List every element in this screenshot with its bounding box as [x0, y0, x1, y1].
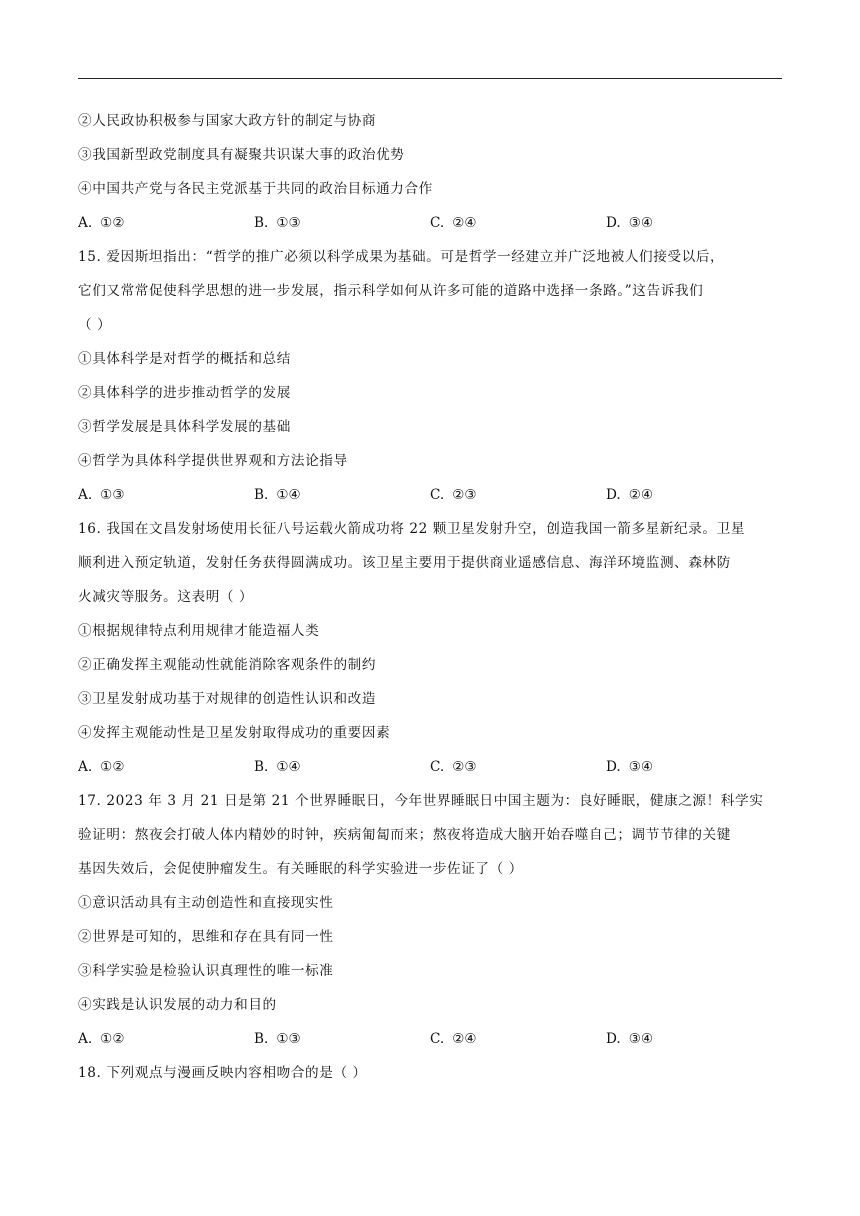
q15-item-4: ④哲学为具体科学提供世界观和方法论指导: [78, 453, 348, 469]
q17-item-1: ①意识活动具有主动创造性和直接现实性: [78, 895, 334, 911]
q17-option-a: A. ①②: [78, 1031, 125, 1047]
q16-stem-line-2: 顺利进入预定轨道，发射任务获得圆满成功。该卫星主要用于提供商业遥感信息、海洋环境监测、森林防: [78, 555, 731, 571]
q14-options: [78, 214, 782, 232]
q15-stem-line-2: 它们又常常促使科学思想的进一步发展，指示科学如何从许多可能的道路中选择一条路。”这告诉我们: [78, 283, 704, 299]
q16-options: [78, 758, 782, 776]
q14-option-c: C. ②④: [430, 215, 477, 231]
q15-option-a: A. ①③: [78, 487, 125, 503]
q15-item-2: ②具体科学的进步推动哲学的发展: [78, 385, 291, 401]
q16-item-3: ③卫星发射成功基于对规律的创造性认识和改造: [78, 691, 377, 707]
q17-stem-line-1: 17. 2023 年 3 月 21 日是第 21 个世界睡眠日，今年世界睡眠日中国主题为：良好睡眠，健康之源！科学实: [78, 793, 764, 809]
q17-stem-line-3: 基因失效后，会促使肿瘤发生。有关睡眠的科学实验进一步佐证了（ ）: [78, 861, 523, 877]
q14-option-d: D. ③④: [606, 215, 654, 231]
q17-option-c: C. ②④: [430, 1031, 477, 1047]
q16-stem-line-1: 16. 我国在文昌发射场使用长征八号运载火箭成功将 22 颗卫星发射升空，创造我国一箭多星新纪录。卫星: [78, 521, 746, 537]
q14-item-3: ③我国新型政党制度具有凝聚共识谋大事的政治优势: [78, 147, 405, 163]
q15-item-1: ①具体科学是对哲学的概括和总结: [78, 351, 291, 367]
q15-item-3: ③哲学发展是具体科学发展的基础: [78, 419, 291, 435]
q16-item-2: ②正确发挥主观能动性就能消除客观条件的制约: [78, 657, 377, 673]
q16-option-a: A. ①②: [78, 759, 125, 775]
q14-option-a: A. ①②: [78, 215, 125, 231]
q17-item-2: ②世界是可知的，思维和存在具有同一性: [78, 929, 334, 945]
q16-stem-line-3: 火减灾等服务。这表明（ ）: [78, 589, 254, 605]
q14-option-b: B. ①③: [254, 215, 301, 231]
q18-stem-line-1: 18. 下列观点与漫画反映内容相吻合的是（ ）: [78, 1065, 367, 1081]
header-rule: [78, 78, 782, 79]
q14-item-2: ②人民政协积极参与国家大政方针的制定与协商: [78, 113, 377, 129]
q16-item-4: ④发挥主观能动性是卫星发射取得成功的重要因素: [78, 725, 391, 741]
q17-item-4: ④实践是认识发展的动力和目的: [78, 997, 277, 1013]
q17-stem-line-2: 验证明：熬夜会打破人体内精妙的时钟，疾病匍匐而来；熬夜将造成大脑开始吞噬自己；调节节律的关键: [78, 827, 731, 843]
q17-options: [78, 1030, 782, 1048]
q16-option-b: B. ①④: [254, 759, 301, 775]
q15-stem-line-1: 15. 爱因斯坦指出：“哲学的推广必须以科学成果为基础。可是哲学一经建立并广泛地被人们接受以后，: [78, 249, 725, 265]
q16-option-d: D. ③④: [606, 759, 654, 775]
q17-item-3: ③科学实验是检验认识真理性的唯一标准: [78, 963, 334, 979]
q16-option-c: C. ②③: [430, 759, 477, 775]
q14-item-4: ④中国共产党与各民主党派基于共同的政治目标通力合作: [78, 181, 433, 197]
q17-option-b: B. ①③: [254, 1031, 301, 1047]
q15-stem-line-3: （ ）: [78, 317, 112, 333]
q15-option-c: C. ②③: [430, 487, 477, 503]
q15-options: [78, 486, 782, 504]
q17-option-d: D. ③④: [606, 1031, 654, 1047]
q15-option-b: B. ①④: [254, 487, 301, 503]
q15-option-d: D. ②④: [606, 487, 654, 503]
q16-item-1: ①根据规律特点利用规律才能造福人类: [78, 623, 320, 639]
